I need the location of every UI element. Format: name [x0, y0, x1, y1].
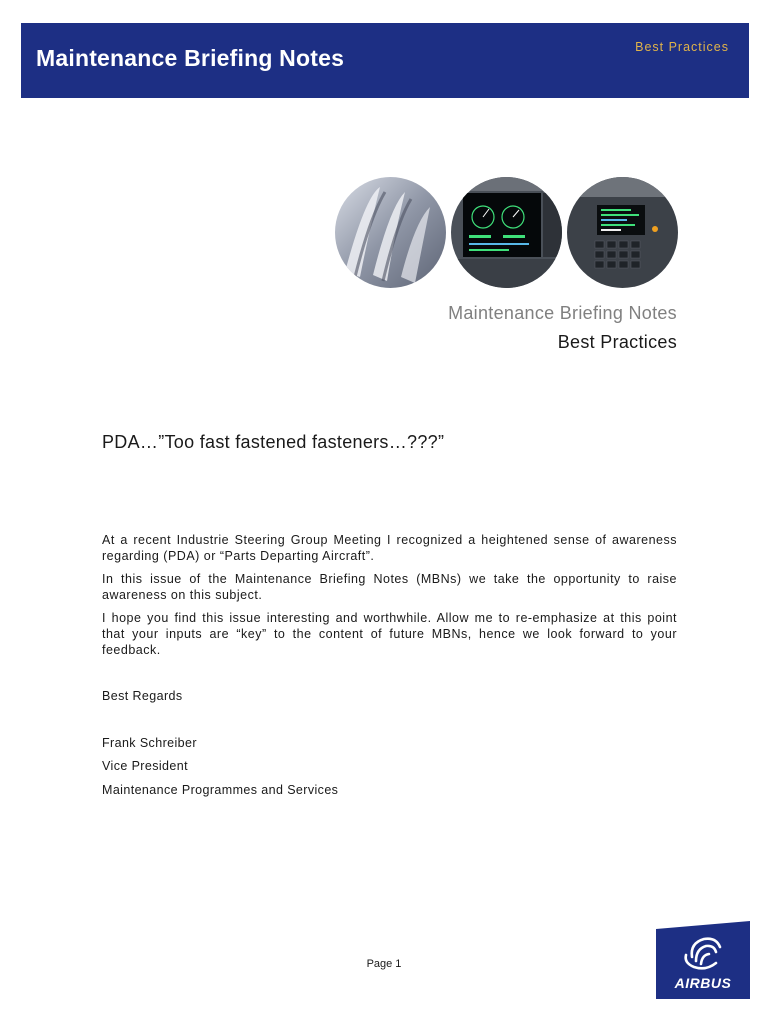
closing-line: Best Regards — [102, 689, 183, 703]
cockpit-mcdu-photo — [567, 177, 678, 288]
signature-title: Vice President — [102, 759, 188, 773]
header-tag: Best Practices — [635, 40, 729, 54]
cockpit-display-photo — [451, 177, 562, 288]
signature-name: Frank Schreiber — [102, 736, 197, 750]
airbus-logo — [656, 921, 750, 999]
body-paragraph: I hope you find this issue interesting and worthwhile. Allow me to re-emphasize at this point that your inputs are “key” to the content of future MBNs, hence we look forward to your feedback. — [102, 611, 677, 657]
issue-title: PDA…”Too fast fastened fasteners…???” — [102, 432, 445, 452]
signature-department: Maintenance Programmes and Services — [102, 783, 339, 797]
header-title: Maintenance Briefing Notes — [36, 45, 345, 71]
cover-subtitle: Best Practices — [557, 332, 677, 352]
page-number: Page 1 — [366, 958, 402, 970]
body-paragraph: At a recent Industrie Steering Group Meeting I recognized a heightened sense of awareness regarding (PDA) or “Parts Departing Aircraft”. — [102, 533, 677, 563]
header-banner — [21, 23, 749, 98]
logo-wordmark: AIRBUS — [674, 975, 732, 991]
engine-nacelle-photo — [335, 177, 446, 288]
body-paragraph: In this issue of the Maintenance Briefing Notes (MBNs) we take the opportunity to raise awareness on this subject. — [102, 572, 677, 602]
cover-title: Maintenance Briefing Notes — [448, 303, 677, 323]
